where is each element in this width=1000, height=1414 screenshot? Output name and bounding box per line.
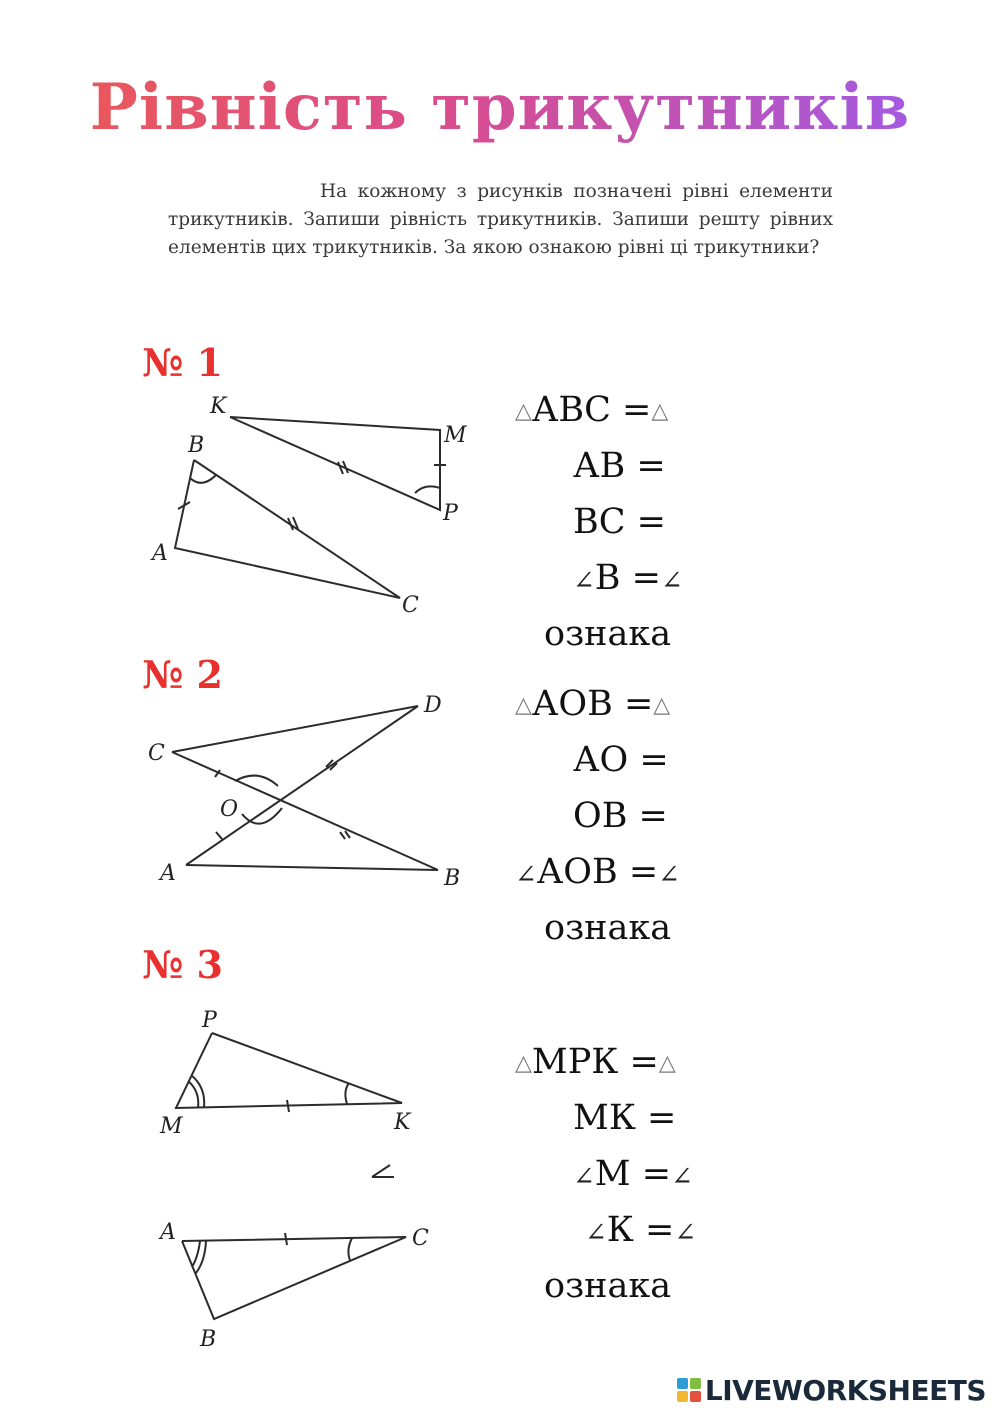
angle-symbol: ∠: [573, 566, 595, 596]
point-b-label: B: [200, 1327, 217, 1352]
p1-line-1: △АВС =△: [515, 390, 669, 430]
triangle-symbol: △: [653, 693, 671, 718]
point-b-label: B: [444, 866, 461, 891]
p1-line-2: АВ =: [573, 446, 666, 486]
triangle-symbol: △: [651, 399, 669, 424]
angle-symbol: ∠: [674, 1218, 697, 1248]
logo-squares-icon: [677, 1378, 701, 1402]
p1-line-4: ∠В =∠: [573, 558, 683, 598]
angle-symbol: ∠: [660, 566, 683, 596]
p3-line-4: ∠К =∠: [585, 1210, 697, 1250]
p2-line-2: АО =: [573, 740, 669, 780]
point-k-label: K: [210, 394, 227, 419]
liveworksheets-logo: [677, 1374, 986, 1406]
angle-symbol: ∠: [573, 1162, 595, 1192]
point-d-label: D: [424, 693, 442, 718]
p1-line-3: ВС =: [573, 502, 666, 542]
angle-symbol: ∠: [658, 860, 680, 890]
point-k-label: K: [394, 1110, 411, 1135]
p2-line-1: △АОВ =△: [515, 684, 671, 724]
point-p-label: P: [443, 501, 458, 526]
problem-2-number: № 2: [142, 652, 223, 697]
point-p-label: P: [202, 1008, 217, 1033]
point-m-label: M: [160, 1114, 183, 1139]
problem-1-number: № 1: [142, 340, 223, 385]
point-a-label: A: [160, 1220, 176, 1245]
point-c-label: C: [148, 741, 165, 766]
problem-2-figure: [140, 690, 490, 900]
angle-symbol: ∠: [671, 1162, 693, 1192]
p3-line-1: △МРК =△: [515, 1042, 676, 1082]
point-o-label: O: [220, 797, 239, 822]
triangle-symbol: △: [515, 1051, 532, 1076]
triangle-symbol: △: [658, 1051, 676, 1076]
p2-line-3: ОВ =: [573, 796, 668, 836]
instructions-text: На кожному з рисунків позначені рівні елементи трикутників. Запиши рівність трикутників. Запиши решту рівних елементів цих трикутників. За якою ознакою рівні ці трикутники?: [168, 181, 833, 258]
p3-line-5: ознака: [544, 1266, 672, 1306]
p2-line-4: ∠АОВ =∠: [515, 852, 680, 892]
point-c-label: C: [402, 593, 419, 618]
page-title: Рівність трикутників: [0, 70, 1000, 145]
triangle-kmp: [230, 417, 440, 510]
problem-1-figure: [140, 385, 490, 645]
angle-symbol: ∠: [585, 1218, 607, 1248]
p3-line-3: ∠М =∠: [573, 1154, 693, 1194]
triangle-mpk: [176, 1033, 402, 1108]
problem-3-number: № 3: [142, 942, 223, 987]
p2-line-5: ознака: [544, 908, 672, 948]
p1-line-5: ознака: [544, 614, 672, 654]
triangle-acb: [182, 1237, 406, 1319]
triangle-symbol: △: [515, 399, 532, 424]
triangle-symbol: △: [515, 693, 532, 718]
p3-line-2: МК =: [573, 1098, 677, 1138]
point-c-label: C: [412, 1226, 429, 1251]
point-a-label: A: [160, 861, 176, 886]
brand-name: LIVEWORKSHEETS: [704, 1373, 986, 1407]
angle-symbol: ∠: [515, 860, 537, 890]
point-b-label: B: [188, 433, 205, 458]
problem-3-figure: [140, 1005, 470, 1355]
point-m-label: M: [444, 423, 467, 448]
point-a-label: A: [152, 541, 168, 566]
